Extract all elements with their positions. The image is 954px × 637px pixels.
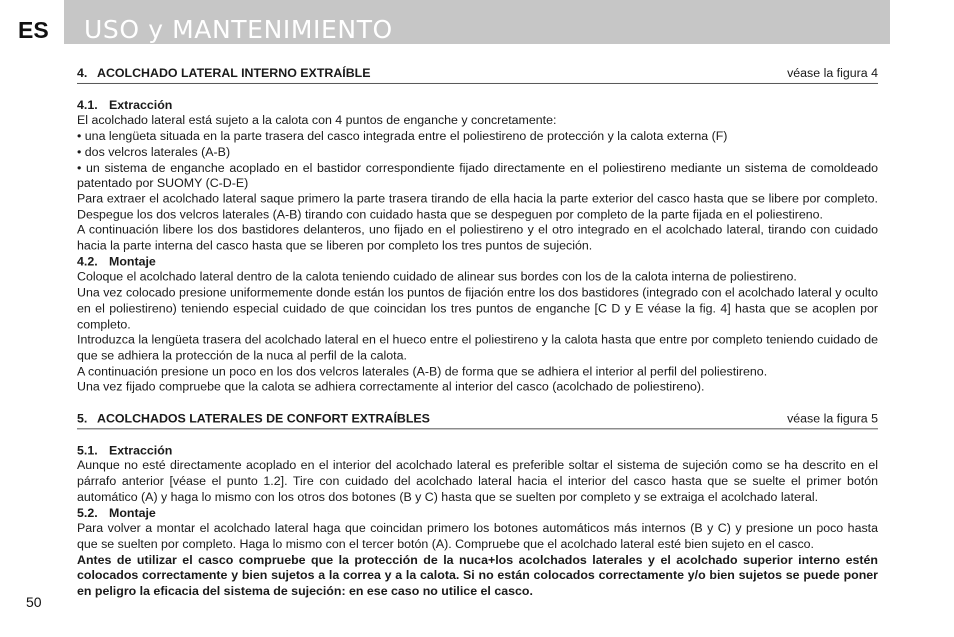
paragraph: Una vez fijado compruebe que la calota se adhiera correctamente al interior del casco (acolchado de poliestireno).	[77, 379, 705, 394]
paragraph: El acolchado lateral está sujeto a la calota con 4 puntos de enganche y concretamente:	[77, 113, 557, 128]
paragraph: Coloque el acolchado lateral dentro de la calota teniendo cuidado de alinear sus bordes con los de la calota interna de poliestireno.	[77, 270, 797, 285]
subsection-4-2-heading: 4.2. Montaje	[77, 254, 156, 269]
paragraph: Para extraer el acolchado lateral saque primero la parte trasera tirando de ella hacia la parte exterior del casco hasta que se libere por completo. Despegue los dos velcros laterales (A-B) tirando con cuidado hasta que se despeguen por completo de la parte fijada en el poliestireno.	[77, 191, 878, 222]
paragraph: Aunque no esté directamente acoplado en el interior del acolchado lateral es preferible soltar el sistema de sujeción como se ha descrito en el párrafo anterior [véase el punto 1.2]. Tire con cuidado del acolchado lateral hacia el interior del casco hasta que se suelte el primer botón automático (A) y haga lo mismo con los otros dos botones (B y C) hasta que se suelten por completo y se extraiga el acolchado lateral.	[77, 458, 878, 505]
section-number: 4.	[77, 66, 88, 80]
figure-reference: véase la figura 4	[787, 66, 878, 80]
paragraph: A continuación presione un poco en los dos velcros laterales (A-B) de forma que se adhiera el interior al perfil del poliestireno.	[77, 364, 768, 379]
bullet-item: • una lengüeta situada en la parte trasera del casco integrada entre el poliestireno de protección y la calota externa (F)	[77, 128, 728, 143]
page-title: USO y MANTENIMIENTO	[84, 15, 393, 44]
section-5-heading	[77, 411, 878, 429]
paragraph: Para volver a montar el acolchado lateral haga que coincidan primero los botones automáticos más internos (B y C) y presione un poco hasta que se suelten por completo. Haga lo mismo con el tercer botón (A). Compruebe que el acolchado lateral esté bien sujeto en el casco.	[77, 521, 878, 552]
safety-warning: Antes de utilizar el casco compruebe que la protección de la nuca+los acolchados laterales y el acolchado superior interno estén colocados correctamente y bien sujetos a la correa y a la calota. Si no están colocados correctamente y/o bien sujetos se puede poner en peligro la eficacia del sistema de sujeción: en ese caso no utilice el casco.	[77, 552, 878, 599]
paragraph: Introduzca la lengüeta trasera del acolchado lateral en el hueco entre el poliestireno y la calota hasta que entre por completo teniendo cuidado de que se adhiera la protección de la nuca al perfil de la calota.	[77, 332, 878, 363]
header-bar	[64, 0, 890, 44]
section-4-heading	[77, 66, 878, 84]
figure-reference: véase la figura 5	[787, 411, 878, 426]
subsection-4-1-heading: 4.1. Extracción	[77, 97, 173, 112]
language-tag: ES	[18, 17, 49, 43]
section-title: ACOLCHADO LATERAL INTERNO EXTRAÍBLE	[97, 66, 371, 80]
document-body	[77, 66, 878, 600]
paragraph: Una vez colocado presione uniformemente donde están los puntos de fijación entre los dos bastidores (integrado con el acolchado lateral y oculto en el poliestireno) teniendo especial cuidado de que coincidan los tres puntos de enganche [C D y E véase la fig. 4] hasta que se acoplen por completo.	[77, 285, 878, 332]
section-number: 5.	[77, 411, 88, 426]
section-title: ACOLCHADOS LATERALES DE CONFORT EXTRAÍBLES	[97, 411, 430, 426]
bullet-item: • un sistema de enganche acoplado en el bastidor correspondiente fijado directamente en el poliestireno mediante un sistema de comoldeado patentado por SUOMY (C-D-E)	[77, 160, 878, 190]
bullet-item: • dos velcros laterales (A-B)	[77, 144, 231, 159]
paragraph: A continuación libere los dos bastidores delanteros, uno fijado en el poliestireno y el otro integrado en el acolchado lateral, tirando con cuidado hacia la parte interna del casco hasta que se liberen por completo los tres puntos de sujeción.	[77, 223, 878, 253]
page-number: 50	[26, 594, 42, 610]
subsection-5-2-heading: 5.2. Montaje	[77, 505, 156, 520]
subsection-5-1-heading: 5.1. Extracción	[77, 443, 173, 458]
